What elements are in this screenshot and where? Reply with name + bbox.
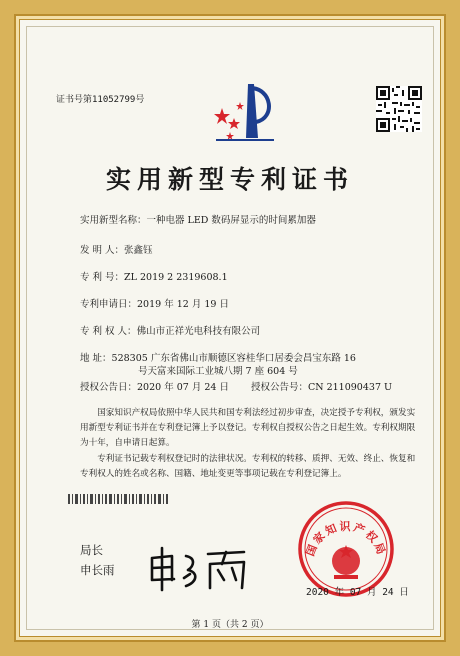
field-patent-number: 专 利 号：ZL 2019 2 2319608.1 [80, 272, 228, 283]
director-signature [144, 544, 254, 594]
field-grant-date: 授权公告日：2020 年 07 月 24 日 授权公告号：CN 211090437 U [80, 382, 393, 393]
director-title: 局长 [80, 543, 103, 557]
paragraph-legal-status: 专利证书记载专利权登记时的法律状况。专利权的转移、质押、无效、终止、恢复和专利权人的姓名或名称、国籍、地址变更等事项记载在专利登记簿上。 [80, 454, 416, 479]
seal-date: 2020 年 07 月 24 日 [306, 587, 409, 598]
certificate-number: 证书号第11052799号 [56, 95, 145, 105]
svg-text:国家知识产权局: 国家知识产权局 [303, 520, 389, 558]
certificate-title: 实用新型专利证书 [105, 165, 354, 194]
patent-office-logo-icon [210, 78, 282, 150]
field-patentee: 专 利 权 人：佛山市正祥光电科技有限公司 [80, 326, 261, 337]
director-name: 申长雨 [80, 563, 115, 577]
qr-code-icon [376, 86, 422, 132]
paragraph-grant-statement: 国家知识产权局依照中华人民共和国专利法经过初步审查，决定授予专利权，颁发实用新型专利证书并在专利登记簿上予以登记。专利权自授权公告之日起生效。专利权期限为十年，自申请日起算。 [80, 408, 416, 448]
field-address-line2: 号天富来国际工业城八期 7 座 604 号 [138, 366, 298, 377]
page-number: 第 1 页（共 2 页） [191, 620, 269, 630]
field-utility-model-name: 实用新型名称：一种电器 LED 数码屏显示的时间累加器 [80, 215, 316, 226]
field-address: 地 址：528305 广东省佛山市顺德区容桂华口居委会昌宝东路 16 [80, 353, 356, 364]
field-application-date: 专利申请日：2019 年 12 月 19 日 [80, 299, 229, 310]
field-inventor: 发 明 人：张鑫钰 [80, 245, 153, 256]
